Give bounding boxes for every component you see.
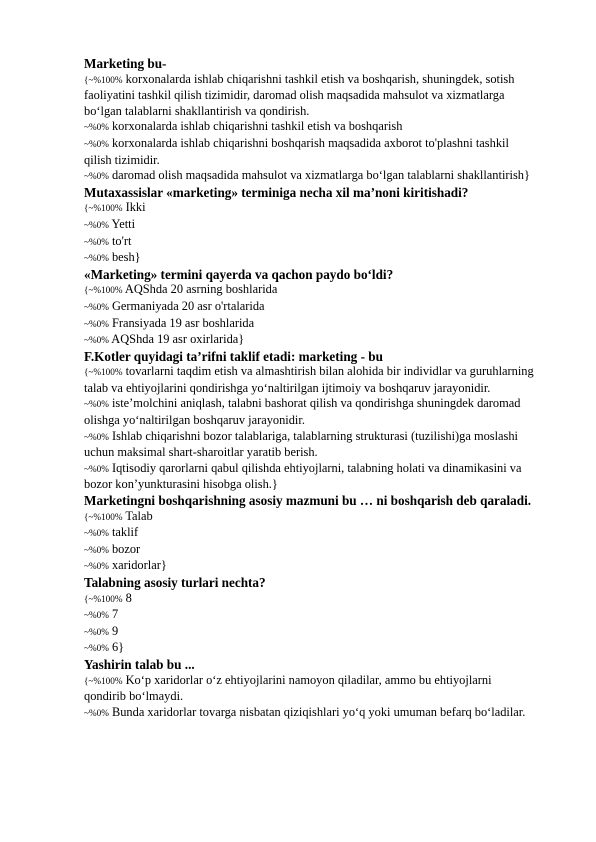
answer-option: [84, 200, 536, 217]
answer-option: [84, 607, 536, 624]
answer-option: [84, 396, 536, 428]
answer-option: [84, 558, 536, 575]
answer-text: Germaniyada 20 asr o'rtalarida: [108, 298, 265, 313]
answer-weight: ~%0%: [84, 431, 109, 442]
answer-text: besh}: [108, 250, 141, 265]
answer-option: [84, 250, 536, 267]
answer-weight: ~%0%: [84, 253, 109, 264]
answer-weight: {~%100%: [84, 675, 123, 686]
answer-weight: {~%100%: [84, 203, 123, 214]
question-text: Marketingni boshqarishning asosiy mazmuni bu … ni boshqarish deb qaraladi.: [84, 493, 532, 509]
answer-option: [84, 168, 536, 185]
answer-weight: ~%0%: [84, 318, 109, 329]
answer-weight: ~%0%: [84, 561, 109, 572]
answer-weight: ~%0%: [84, 219, 109, 230]
answer-weight: ~%0%: [84, 643, 109, 654]
question-text: Talabning asosiy turlari nechta?: [84, 575, 266, 590]
answer-text: korxonalarda ishlab chiqarishni tashkil etish va boshqarish: [108, 119, 403, 134]
answer-text: daromad olish maqsadida mahsulot va xizmatlarga bo‘lgan talablarni shakllantirish}: [108, 168, 530, 183]
question-block: [84, 56, 536, 185]
question-block: [84, 349, 536, 493]
question-block: [84, 575, 536, 657]
answer-option: [84, 282, 536, 299]
answer-option: [84, 299, 536, 316]
answer-option: [84, 316, 536, 333]
answer-option: [84, 332, 536, 349]
answer-text: tovarlarni taqdim etish va almashtirish bilan alohida bir individlar va guruhlarning talab va ehtiyojlarini qondirishga yo‘naltirilgan ijtimoiy va boshqaruv jarayonidir.: [84, 364, 534, 395]
answer-weight: ~%0%: [84, 544, 109, 555]
answer-text: iste’molchini aniqlash, talabni bashorat qilish va qondirishga shuningdek daromad olishga yo‘naltirilgan boshqaruv jarayonidir.: [84, 396, 521, 428]
answer-weight: ~%0%: [84, 528, 109, 539]
answer-text: 7: [108, 607, 119, 622]
answer-option: [84, 461, 536, 493]
answer-text: Ishlab chiqarishni bozor talablariga, talablarning strukturasi (tuzilishi)ga moslashi uchun maksimal shart-sharoitlar yaratib berish.: [84, 428, 519, 460]
answer-text: korxonalarda ishlab chiqarishni boshqarish maqsadida axborot to'plashni tashkil qilish tizimidir.: [84, 135, 509, 167]
question-block: [84, 657, 536, 721]
answer-option: [84, 542, 536, 559]
question-text: Marketing bu-: [84, 56, 167, 71]
answer-text: xaridorlar}: [108, 558, 167, 573]
answer-weight: ~%0%: [84, 236, 109, 247]
question-block: [84, 185, 536, 267]
answer-text: 8: [122, 590, 132, 605]
answer-weight: ~%0%: [84, 171, 109, 182]
answer-weight: ~%0%: [84, 138, 109, 149]
answer-option: [84, 217, 536, 234]
answer-weight: {~%100%: [84, 511, 123, 522]
answer-option: [84, 525, 536, 542]
answer-text: Ko‘p xaridorlar o‘z ehtiyojlarini namoyon qiladilar, ammo bu ehtiyojlarni qondirib bo‘lmaydi.: [84, 672, 492, 704]
answer-text: 6}: [108, 640, 125, 655]
answer-text: AQShda 20 asrning boshlarida: [122, 282, 278, 297]
answer-weight: {~%100%: [84, 593, 123, 604]
answer-option: [84, 429, 536, 461]
answer-option: [84, 72, 536, 120]
answer-option: [84, 364, 536, 396]
answer-option: [84, 119, 536, 136]
question-text: Mutaxassislar «marketing» terminiga necha xil ma’noni kiritishadi?: [84, 184, 469, 200]
answer-option: [84, 705, 536, 722]
answer-weight: {~%100%: [84, 74, 123, 85]
answer-text: Iqtisodiy qarorlarni qabul qilishda ehtiyojlarni, talabning holati va dinamikasini va bozor kon’yunkturasini hisobga olish.}: [84, 460, 522, 492]
answer-option: [84, 624, 536, 641]
answer-option: [84, 591, 536, 608]
question-text: Yashirin talab bu ...: [84, 656, 195, 672]
answer-weight: ~%0%: [84, 707, 109, 718]
answer-option: [84, 509, 536, 526]
answer-weight: ~%0%: [84, 122, 109, 133]
answer-text: taklif: [108, 525, 139, 540]
answer-text: bozor: [108, 541, 141, 556]
answer-text: Bunda xaridorlar tovarga nisbatan qiziqishlari yo‘q yoki umuman befarq bo‘ladilar.: [108, 704, 526, 719]
question-text: «Marketing» termini qayerda va qachon paydo bo‘ldi?: [84, 266, 394, 282]
answer-text: Yetti: [108, 216, 136, 231]
answer-option: [84, 234, 536, 251]
answer-option: [84, 136, 536, 168]
answer-text: AQShda 19 asr oxirlarida}: [108, 332, 245, 347]
answer-weight: ~%0%: [84, 626, 109, 637]
answer-weight: ~%0%: [84, 335, 109, 346]
answer-text: Talab: [122, 508, 153, 523]
question-block: [84, 267, 536, 349]
answer-weight: ~%0%: [84, 610, 109, 621]
question-text: F.Kotler quyidagi ta’rifni taklif etadi: marketing - bu: [84, 348, 383, 364]
question-block: [84, 493, 536, 575]
answer-text: Ikki: [122, 200, 146, 215]
answer-weight: ~%0%: [84, 463, 109, 474]
answer-text: 9: [108, 623, 119, 638]
answer-weight: ~%0%: [84, 399, 109, 410]
answer-option: [84, 673, 536, 705]
answer-weight: {~%100%: [84, 367, 123, 378]
answer-text: Fransiyada 19 asr boshlarida: [108, 315, 255, 330]
answer-text: to'rt: [108, 233, 132, 248]
answer-text: korxonalarda ishlab chiqarishni tashkil etish va boshqarish, shuningdek, sotish faoliyatini tashkil qilish tizimidir, daromad olish maqsadida mahsulot va xizmatlarga bo‘lgan talablarni shakllantirish va qondirish.: [84, 71, 515, 118]
answer-weight: ~%0%: [84, 301, 109, 312]
answer-weight: {~%100%: [84, 285, 123, 296]
answer-option: [84, 640, 536, 657]
